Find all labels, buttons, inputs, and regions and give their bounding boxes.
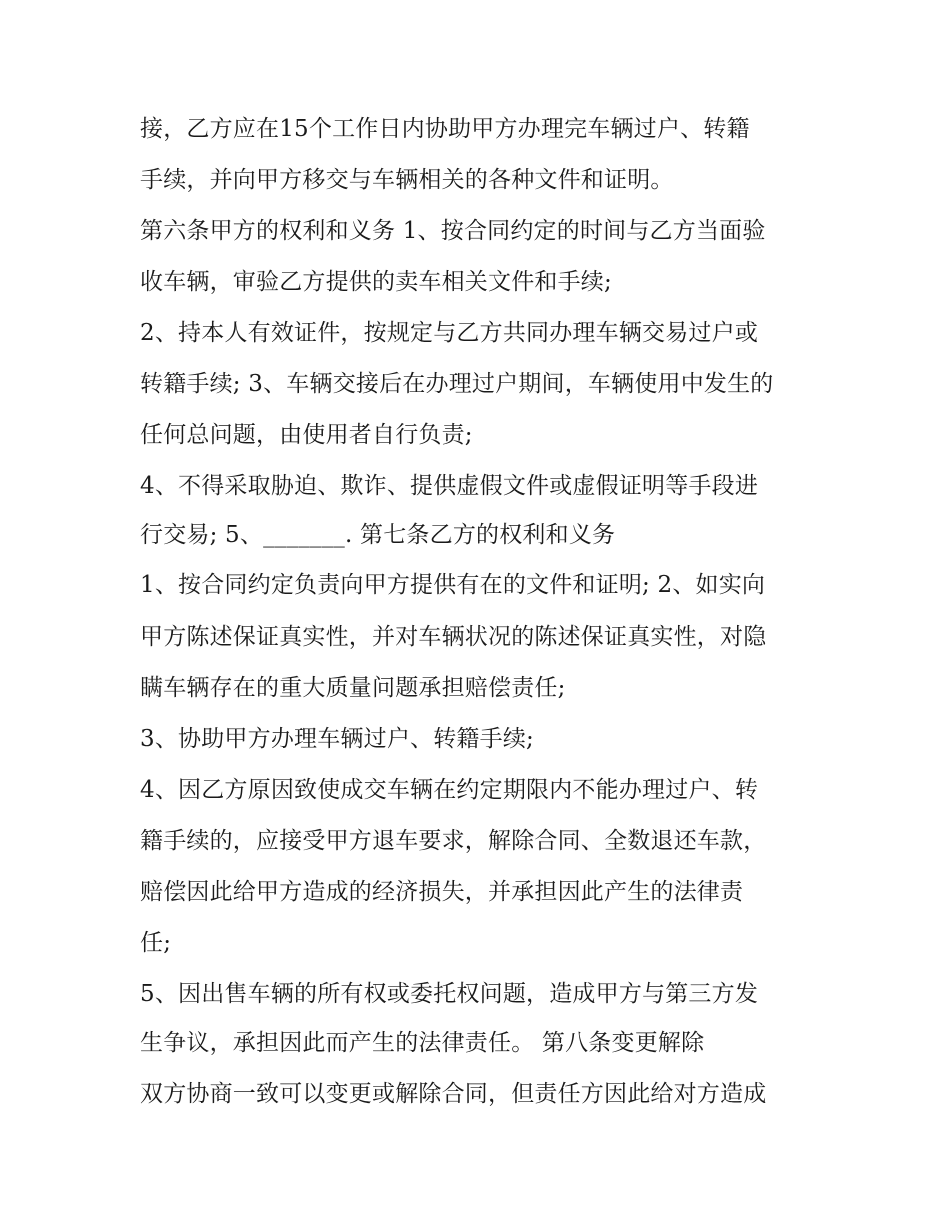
text-line: 行交易; 5、_______. 第七条乙方的权利和义务 (140, 522, 616, 548)
text-line: 第六条甲方的权利和义务 1、按合同约定的时间与乙方当面验 (140, 218, 766, 244)
text-line: 双方协商一致可以变更或解除合同，但责任方因此给对方造成 (140, 1081, 767, 1107)
text-line: 甲方陈述保证真实性，并对车辆状况的陈述保证真实性，对隐 (140, 624, 767, 650)
text-line: 4、不得采取胁迫、欺诈、提供虚假文件或虚假证明等手段进 (140, 473, 759, 499)
text-line: 收车辆，审验乙方提供的卖车相关文件和手续; (140, 269, 612, 295)
text-line: 籍手续的，应接受甲方退车要求，解除合同、全数退还车款， (140, 828, 767, 854)
text-line: 生争议，承担因此而产生的法律责任。 第八条变更解除 (140, 1030, 705, 1056)
text-line: 2、持本人有效证件，按规定与乙方共同办理车辆交易过户或 (140, 320, 759, 346)
text-line: 赔偿因此给甲方造成的经济损失，并承担因此产生的法律责 (140, 879, 744, 905)
text-line: 任何总问题，由使用者自行负责; (140, 422, 473, 448)
text-line: 接，乙方应在15个工作日内协助甲方办理完车辆过户、转籍 (140, 116, 750, 142)
text-line: 5、因出售车辆的所有权或委托权问题，造成甲方与第三方发 (140, 981, 759, 1007)
text-line: 3、协助甲方办理车辆过户、转籍手续; (140, 726, 534, 752)
text-line: 转籍手续; 3、车辆交接后在办理过户期间，车辆使用中发生的 (140, 371, 774, 397)
text-line: 瞒车辆存在的重大质量问题承担赔偿责任; (140, 675, 566, 701)
text-line: 4、因乙方原因致使成交车辆在约定期限内不能办理过户、转 (140, 777, 759, 803)
text-line: 手续，并向甲方移交与车辆相关的各种文件和证明。 (140, 167, 674, 193)
text-line: 任; (140, 930, 172, 956)
text-line: 1、按合同约定负责向甲方提供有在的文件和证明; 2、如实向 (140, 572, 766, 598)
